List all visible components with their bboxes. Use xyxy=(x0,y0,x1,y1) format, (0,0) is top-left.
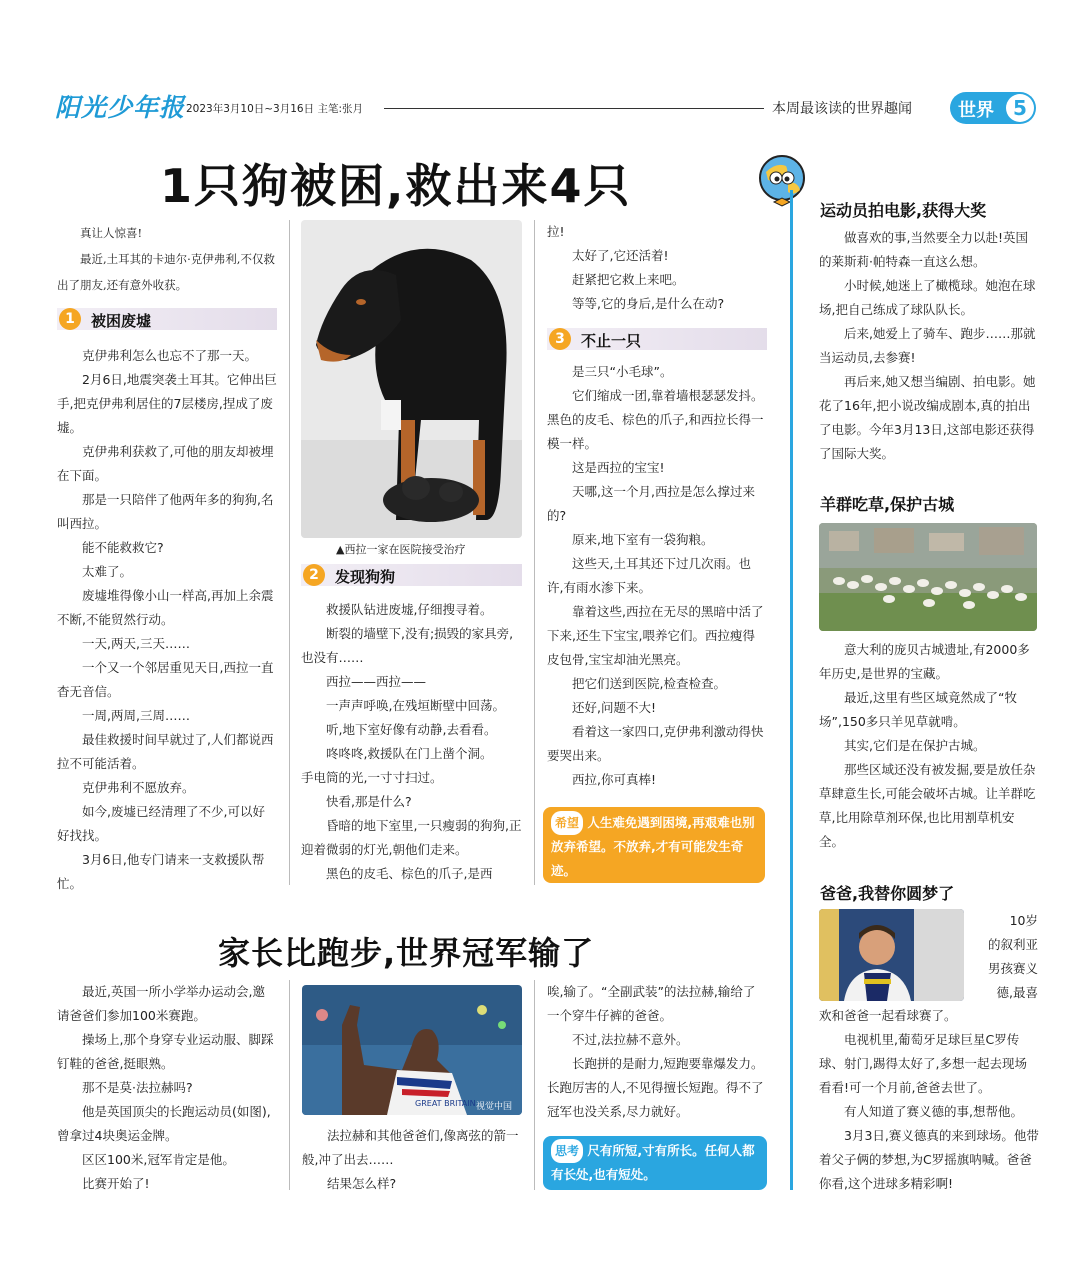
paragraph: 太难了。 xyxy=(82,564,133,579)
paragraph: 克伊弗利怎么也忘不了那一天。 xyxy=(82,348,258,363)
article1-headline: 1只狗被困,救出来4只 xyxy=(160,159,632,213)
paragraph: 一个又一个邻居重见天日,西拉一直杳无音信。 xyxy=(57,660,274,699)
paragraph: 这些天,土耳其还下过几次雨。也许,有雨水渗下来。 xyxy=(547,556,751,595)
dog-illustration xyxy=(301,220,522,538)
paragraph: 克伊弗利不愿放弃。 xyxy=(82,780,195,795)
paragraph: 把它们送到医院,检查检查。 xyxy=(572,676,726,691)
section-heading-text: 不止一只 xyxy=(581,332,642,350)
paragraph: 有人知道了赛义德的事,想帮他。 xyxy=(844,1104,1023,1119)
think-text: 尺有所短,寸有所长。任何人都有长处,也有短处。 xyxy=(551,1143,755,1182)
section-label: 世界 xyxy=(958,100,994,121)
page-tagline: 本周最该读的世界趣闻 xyxy=(772,101,912,117)
sidebar-article1-title: 运动员拍电影,获得大奖 xyxy=(820,201,987,220)
paragraph: 如今,废墟已经清理了不少,可以好好找找。 xyxy=(57,804,265,843)
masthead-rule xyxy=(384,108,764,109)
paragraph: 咚咚咚,救援队在门上凿个洞。 xyxy=(326,746,493,761)
paragraph: 法拉赫和其他爸爸们,像离弦的箭一般,冲了出去…… xyxy=(302,1128,519,1167)
hope-tag: 希望 xyxy=(551,811,583,835)
section-badge xyxy=(950,92,1036,124)
paragraph: 意大利的庞贝古城遗址,有2000多年历史,是世界的宝藏。 xyxy=(819,642,1030,681)
section-number-badge: 2 xyxy=(303,564,325,586)
paragraph: 一声声呼唤,在残垣断壁中回荡。 xyxy=(326,698,505,713)
paragraph: 最佳救援时间早就过了,人们都说西拉不可能活着。 xyxy=(57,732,274,771)
paragraph: 还好,问题不大! xyxy=(572,700,656,715)
page-number: 5 xyxy=(1006,94,1034,122)
paragraph: 区区100米,冠军肯定是他。 xyxy=(82,1152,235,1167)
pompeii-sheep-photo xyxy=(819,523,1037,631)
paragraph: 操场上,那个身穿专业运动服、脚踩钉鞋的爸爸,挺眼熟。 xyxy=(57,1032,274,1071)
section-number-badge: 3 xyxy=(549,328,571,350)
paragraph: 拉! xyxy=(547,224,565,239)
paragraph: 昏暗的地下室里,一只瘦弱的狗狗,正迎着微弱的灯光,朝他们走来。 xyxy=(301,818,522,857)
article1-body-col2 xyxy=(301,598,522,886)
intro-line: 真让人惊喜! xyxy=(80,226,143,240)
article2-column3 xyxy=(547,980,767,1124)
think-tag: 思考 xyxy=(551,1139,583,1163)
sidebar-article3-title: 爸爸,我替你圆梦了 xyxy=(820,884,955,903)
column-divider xyxy=(534,220,535,885)
paragraph: 太好了,它还活着! xyxy=(572,248,669,263)
paragraph: 救援队钻进废墟,仔细搜寻着。 xyxy=(326,602,493,617)
boy-stadium-photo xyxy=(819,909,964,1001)
mascot-globe-icon xyxy=(756,152,808,212)
article1-column3 xyxy=(547,220,767,792)
section-heading xyxy=(57,308,277,330)
paragraph: 做喜欢的事,当然要全力以赴!英国的莱斯莉·帕特森一直这么想。 xyxy=(819,230,1028,269)
paragraph: 靠着这些,西拉在无尽的黑暗中活了下来,还生下宝宝,喂养它们。西拉瘦得皮包骨,宝宝却油光黑亮。 xyxy=(547,604,764,667)
paragraph: 比赛开始了! xyxy=(82,1176,150,1191)
paragraph: 是三只“小毛球”。 xyxy=(572,364,673,379)
paragraph: 一天,两天,三天…… xyxy=(82,636,190,651)
paragraph: 那不是莫·法拉赫吗? xyxy=(82,1080,193,1095)
paragraph: 这是西拉的宝宝! xyxy=(572,460,665,475)
article2-headline: 家长比跑步,世界冠军输了 xyxy=(218,934,595,972)
paragraph: 唉,输了。“全副武装”的法拉赫,输给了一个穿牛仔裤的爸爸。 xyxy=(547,984,756,1023)
article1-column2 xyxy=(301,556,522,886)
issue-date: 2023年3月10日~3月16日 主笔:张月 xyxy=(186,103,363,115)
paragraph: 2月6日,地震突袭土耳其。它伸出巨手,把克伊弗利居住的7层楼房,捏成了废墟。 xyxy=(57,372,277,435)
paragraph: 西拉,你可真棒! xyxy=(572,772,656,787)
wrap-line: 的叙利亚 xyxy=(987,937,1038,952)
sidebar-article3-wrap xyxy=(976,909,1038,1005)
article2-column1 xyxy=(57,980,277,1196)
paragraph: 3月6日,他专门请来一支救援队帮忙。 xyxy=(57,852,265,891)
paragraph: 它们缩成一团,靠着墙根瑟瑟发抖。黑色的皮毛、棕色的爪子,和西拉长得一模一样。 xyxy=(547,388,764,451)
paragraph: 看着这一家四口,克伊弗利激动得快要哭出来。 xyxy=(547,724,764,763)
column-divider xyxy=(289,220,290,885)
paragraph: 克伊弗利获救了,可他的朋友却被埋在下面。 xyxy=(57,444,274,483)
paragraph: 听,地下室好像有动静,去看看。 xyxy=(326,722,497,737)
paragraph: 结果怎么样? xyxy=(327,1176,397,1191)
section-heading-text: 被困废墟 xyxy=(91,312,152,330)
paragraph: 最近,这里有些区域竟然成了“牧场”,150多只羊见草就啃。 xyxy=(819,690,1017,729)
wrap-line: 男孩赛义 xyxy=(987,961,1038,976)
paragraph: 快看,那是什么? xyxy=(326,794,412,809)
newspaper-logo: 阳光少年报 xyxy=(55,93,186,122)
paragraph: 欢和爸爸一起看球赛了。 xyxy=(819,1008,957,1023)
paragraph: 废墟堆得像小山一样高,再加上余震不断,不能贸然行动。 xyxy=(57,588,274,627)
runner-photo xyxy=(302,985,522,1115)
photo-caption: ▲西拉一家在医院接受治疗 xyxy=(336,543,466,556)
dog-family-photo xyxy=(301,220,522,538)
sidebar-divider xyxy=(790,190,793,1190)
paragraph: 其实,它们是在保护古城。 xyxy=(844,738,986,753)
paragraph: 最近,英国一所小学举办运动会,邀请爸爸们参加100米赛跑。 xyxy=(57,984,265,1023)
boy-illustration xyxy=(819,909,964,1001)
paragraph: 黑色的皮毛、棕色的爪子,是西 xyxy=(326,866,493,881)
column-divider xyxy=(534,980,535,1190)
wrap-line: 10岁 xyxy=(1009,913,1038,928)
paragraph: 不过,法拉赫不意外。 xyxy=(572,1032,689,1047)
hope-text: 人生难免遇到困境,再艰难也别放弃希望。不放弃,才有可能发生奇迹。 xyxy=(551,815,755,878)
paragraph: 赶紧把它救上来吧。 xyxy=(572,272,685,287)
paragraph: 那些区域还没有被发掘,要是放任杂草肆意生长,可能会破坏古城。让羊群吃草,比用除草剂环保,也比用割草机安全。 xyxy=(819,762,1036,849)
paragraph: 能不能救救它? xyxy=(82,540,164,555)
section-heading xyxy=(547,328,767,350)
wrap-line: 德,最喜 xyxy=(996,985,1038,1000)
photo-watermark: 视觉中国 xyxy=(476,1102,513,1112)
paragraph: 原来,地下室有一袋狗粮。 xyxy=(572,532,714,547)
paragraph: 天哪,这一个月,西拉是怎么撑过来的? xyxy=(547,484,755,523)
hope-callout xyxy=(543,807,765,883)
section-heading-text: 发现狗狗 xyxy=(335,568,396,586)
think-callout xyxy=(543,1136,767,1190)
article1-intro xyxy=(57,220,277,298)
intro-line: 最近,土耳其的卡迪尔·克伊弗利,不仅救出了朋友,还有意外收获。 xyxy=(57,252,275,292)
paragraph: 手电筒的光,一寸寸扫过。 xyxy=(301,770,443,785)
paragraph: 那是一只陪伴了他两年多的狗狗,名叫西拉。 xyxy=(57,492,274,531)
sidebar-article2-title: 羊群吃草,保护古城 xyxy=(820,495,955,514)
article1-column1 xyxy=(57,220,277,896)
sidebar-article3-body xyxy=(819,1004,1039,1196)
paragraph: 等等,它的身后,是什么在动? xyxy=(572,296,725,311)
column-divider xyxy=(289,980,290,1190)
article1-body-col3 xyxy=(547,360,767,792)
runner-bib-text: GREAT BRITAIN xyxy=(415,1099,476,1108)
paragraph: 他是英国顶尖的长跑运动员(如图),曾拿过4块奥运金牌。 xyxy=(57,1104,271,1143)
section-number-badge: 1 xyxy=(59,308,81,330)
section-heading xyxy=(301,564,522,586)
article1-body-col1 xyxy=(57,344,277,896)
sheep-illustration xyxy=(819,523,1037,631)
paragraph: 电视机里,葡萄牙足球巨星C罗传球、射门,踢得太好了,多想一起去现场看看!可一个月前,爸爸去世了。 xyxy=(819,1032,1027,1095)
paragraph: 3月3日,赛义德真的来到球场。他带着父子俩的梦想,为C罗摇旗呐喊。爸爸你看,这个进球多精彩啊! xyxy=(819,1128,1039,1191)
sidebar-article1-body xyxy=(819,226,1039,466)
paragraph: 断裂的墙壁下,没有;损毁的家具旁,也没有…… xyxy=(301,626,514,665)
article2-column2 xyxy=(302,1124,523,1196)
paragraph: 再后来,她又想当编剧、拍电影。她花了16年,把小说改编成剧本,真的拍出了电影。今年3月13日,这部电影还获得了国际大奖。 xyxy=(819,374,1036,461)
sidebar-article2-body xyxy=(819,638,1039,854)
paragraph: 小时候,她迷上了橄榄球。她泡在球场,把自己练成了球队队长。 xyxy=(819,278,1036,317)
paragraph: 后来,她爱上了骑车、跑步……那就当运动员,去参赛! xyxy=(819,326,1036,365)
paragraph: 长跑拼的是耐力,短跑要靠爆发力。长跑厉害的人,不见得擅长短跑。得不了冠军也没关系,尽力就好。 xyxy=(547,1056,764,1119)
paragraph: 一周,两周,三周…… xyxy=(82,708,190,723)
paragraph: 西拉——西拉—— xyxy=(326,674,427,689)
runner-illustration xyxy=(302,985,522,1115)
